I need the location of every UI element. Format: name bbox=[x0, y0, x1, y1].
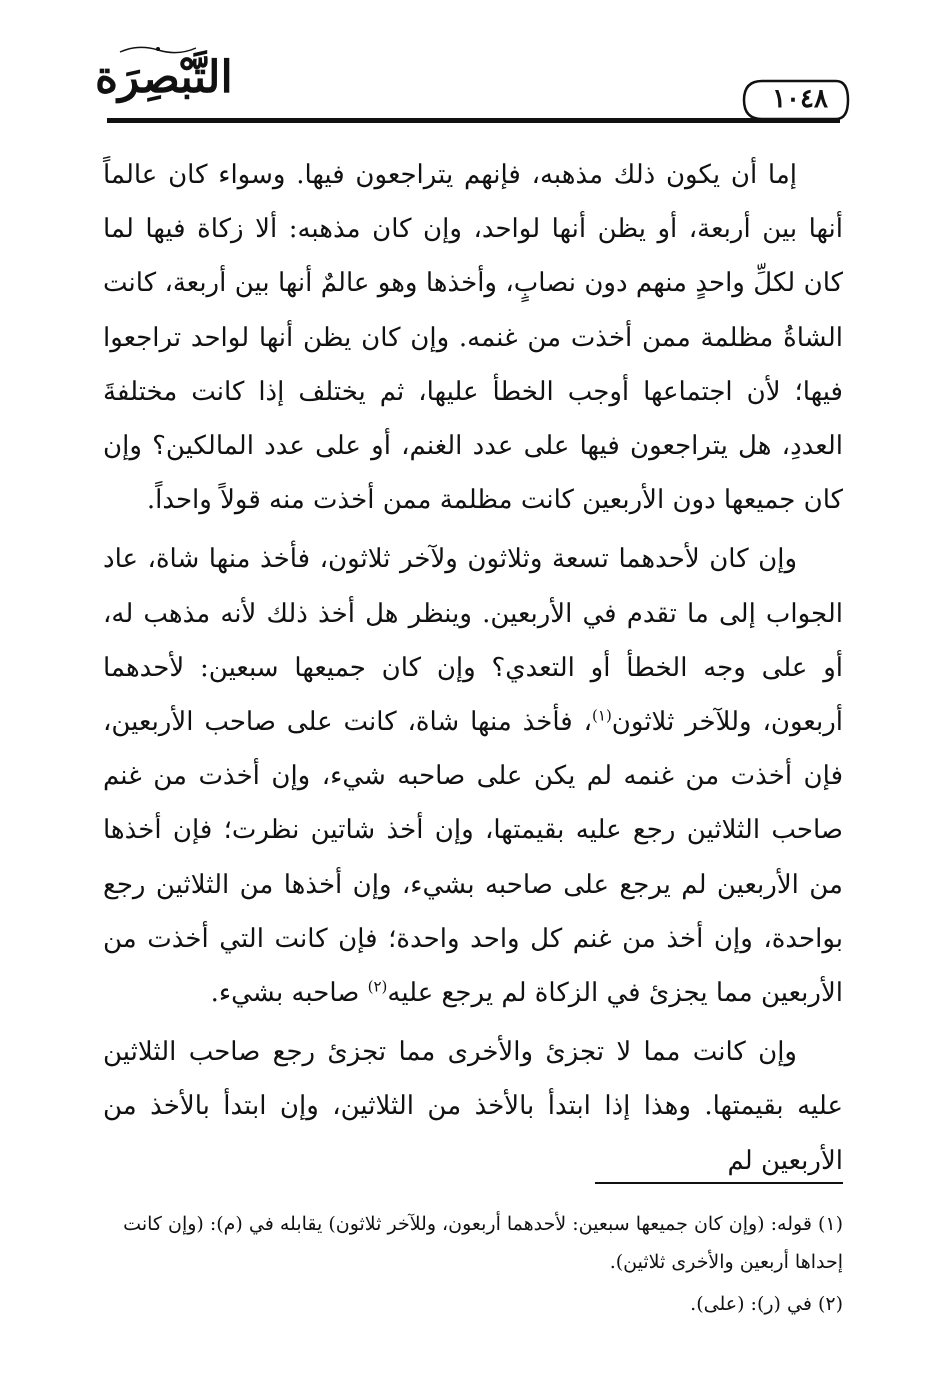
paragraph-text: وإن كانت مما لا تجزئ والأخرى مما تجزئ رجع صاحب الثلاثين عليه بقيمتها. وهذا إذا ابتدأ بالأخذ من الثلاثين، وإن ابتدأ بالأخذ من الأربعين لم bbox=[103, 1037, 843, 1176]
paragraph-text: صاحبه بشيء. bbox=[210, 978, 368, 1009]
footnote: (١) قوله: (وإن كان جميعها سبعين: لأحدهما أربعون، وللآخر ثلاثون) يقابله في (م): (وإن كانت إحداها أربعين والأخرى ثلاثين). bbox=[123, 1213, 843, 1273]
book-title: التَّبْصِرَة bbox=[95, 52, 233, 103]
page-header bbox=[0, 0, 932, 140]
paragraph-text: وإن كان لأحدهما تسعة وثلاثون ولآخر ثلاثون، فأخذ منها شاة، عاد الجواب إلى ما تقدم في الأربعين. وينظر هل أخذ ذلك لأنه مذهب له، أو على وجه الخطأ أو التعدي؟ وإن كان جميعها سبعين: لأحدهما أربعون، وللآخر ثلاثون bbox=[103, 544, 843, 738]
paragraph-text: ، فأخذ منها شاة، كانت على صاحب الأربعين، فإن أخذت من غنمه لم يكن على صاحبه شيء، وإن أخذت من غنم صاحب الثلاثين رجع عليه بقيمتها، وإن أخذ شاتين نظرت؛ فإن أخذها من الأربعين لم يرجع على صاحبه بشيء، وإن أخذها من الثلاثين رجع بواحدة، وإن أخذ من غنم كل واحد واحدة؛ فإن كانت التي أخذت من الأربعين مما يجزئ في الزكاة لم يرجع عليه bbox=[103, 707, 843, 1009]
page-number: ١٠٤٨ bbox=[772, 84, 828, 114]
paragraph bbox=[103, 148, 843, 527]
footnote-ref: (٢) bbox=[367, 977, 388, 996]
main-text bbox=[103, 148, 843, 1188]
header-rule bbox=[107, 118, 840, 123]
footnote: (٢) في (ر): (على). bbox=[690, 1293, 843, 1315]
paragraph bbox=[103, 532, 843, 1020]
footnotes bbox=[103, 1205, 843, 1323]
paragraph-text: إما أن يكون ذلك مذهبه، فإنهم يتراجعون فيها. وسواء كان عالماً أنها بين أربعة، أو يظن أنها لواحد، وإن كان مذهبه: ألا زكاة فيها لما كان لكلِّ واحدٍ منهم دون نصابٍ، وأخذها وهو عالمٌ أنها بين أربعة، كانت الشاةُ مظلمة ممن أخذت من غنمه. وإن كان يظن أنها لواحد تراجعوا فيها؛ لأن اجتماعها أوجب الخطأ عليها، ثم يختلف إذا كانت مختلفةَ العددِ، هل يتراجعون فيها على عدد الغنم، أو على عدد المالكين؟ وإن كان جميعها دون الأربعين كانت مظلمة ممن أخذت منه قولاً واحداً. bbox=[103, 160, 843, 516]
footnote-separator bbox=[595, 1182, 843, 1184]
footnote-ref: (١) bbox=[592, 706, 612, 725]
paragraph bbox=[103, 1025, 843, 1188]
